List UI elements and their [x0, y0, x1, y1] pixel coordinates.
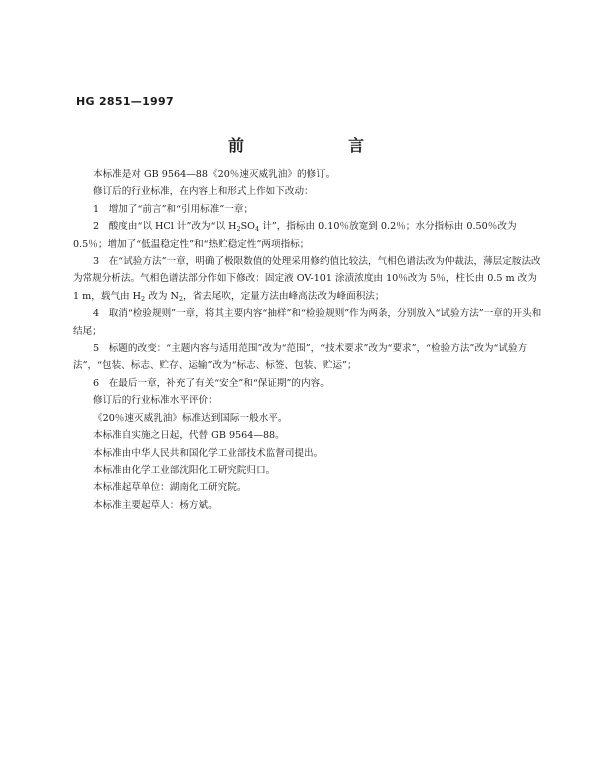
- paragraph-text: 修订后的行业标准水平评价：: [93, 395, 218, 407]
- paragraph-text: 本标准起草单位：湖南化工研究院。: [93, 482, 247, 494]
- paragraph-text: 修订后的行业标准，在内容上和形式上作如下改动：: [93, 186, 314, 198]
- subscript: 4: [255, 225, 260, 234]
- paragraph-text: 计”，指标由 0.10％放宽到 0.2％；水分指标由 0.50％改为 0.5％；增加了“低温稳定性”和“热贮稳定性”两项指标；: [73, 221, 517, 250]
- paragraph-text: 《20％速灭威乳油》标准达到国际一般水平。: [93, 412, 288, 424]
- change-item-2: [73, 218, 543, 253]
- change-item-4: [73, 305, 543, 340]
- paragraph-text: 6 在最后一章，补充了有关“安全”和“保证期”的内容。: [93, 377, 330, 389]
- paragraph-evaluation-lead: [73, 392, 543, 409]
- paragraph-text: 本标准是对 GB 9564—88《20％速灭威乳油》的修订。: [93, 169, 336, 180]
- change-item-6: [73, 375, 543, 392]
- paragraph-drafters: [73, 497, 543, 514]
- document-body: [73, 166, 543, 514]
- paragraph-text: ，省去尾吹，定量方法由峰高法改为峰面积法；: [183, 290, 385, 302]
- paragraph-intro: [73, 166, 543, 183]
- paragraph-replaces: [73, 427, 543, 444]
- paragraph-text: 本标准由化学工业部沈阳化工研究院归口。: [93, 464, 276, 476]
- paragraph-text: SO: [240, 221, 256, 233]
- change-item-1: [73, 201, 543, 218]
- change-item-3: [73, 253, 543, 305]
- paragraph-drafting-unit: [73, 479, 543, 496]
- paragraph-text: 改为 N: [145, 290, 179, 302]
- paragraph-text: 4 取消“检验规则”一章，将其主要内容“抽样”和“检验规则”作为两条，分别放入“试验方法”一章的开头和结尾；: [73, 308, 542, 337]
- paragraph-text: 1 增加了“前言”和“引用标准”一章；: [93, 203, 254, 215]
- subscript: 2: [141, 294, 146, 303]
- paragraph-text: 3 在“试验方法”一章，明确了极限数值的处理采用修约值比较法，气相色谱法改为仲裁法，薄层定胺法改为常规分析法。气相色谱法部分作如下修改：固定液 OV-101 涂渍浓度由 10％改为 5％，柱长由 0.5 m 改为 1 m，载气由 H: [73, 256, 541, 302]
- paragraph-text: 本标准自实施之日起，代替 GB 9564—88。: [93, 430, 285, 442]
- page-title: 前 言: [227, 136, 408, 155]
- subscript: 2: [178, 294, 184, 303]
- paragraph-changes-lead: [73, 183, 543, 200]
- subscript: 2: [236, 225, 241, 234]
- paragraph-under-jurisdiction: [73, 462, 543, 479]
- paragraph-text: 2 酸度由“以 HCl 计”改为“以 H: [93, 221, 237, 233]
- paragraph-proposed-by: [73, 445, 543, 462]
- paragraph-evaluation: [73, 410, 543, 427]
- paragraph-text: 本标准由中华人民共和国化学工业部技术监督司提出。: [93, 447, 324, 459]
- standard-code: HG 2851—1997: [76, 95, 174, 108]
- paragraph-text: 本标准主要起草人：杨方斌。: [93, 499, 218, 511]
- change-item-5: [73, 340, 543, 375]
- paragraph-text: 5 标题的改变：“主题内容与适用范围”改为“范围”，“技术要求”改为“要求”，“检验方法”改为“试验方法”，“包装、标志、贮存、运输”改为“标志、标签、包装、贮运”；: [73, 343, 528, 372]
